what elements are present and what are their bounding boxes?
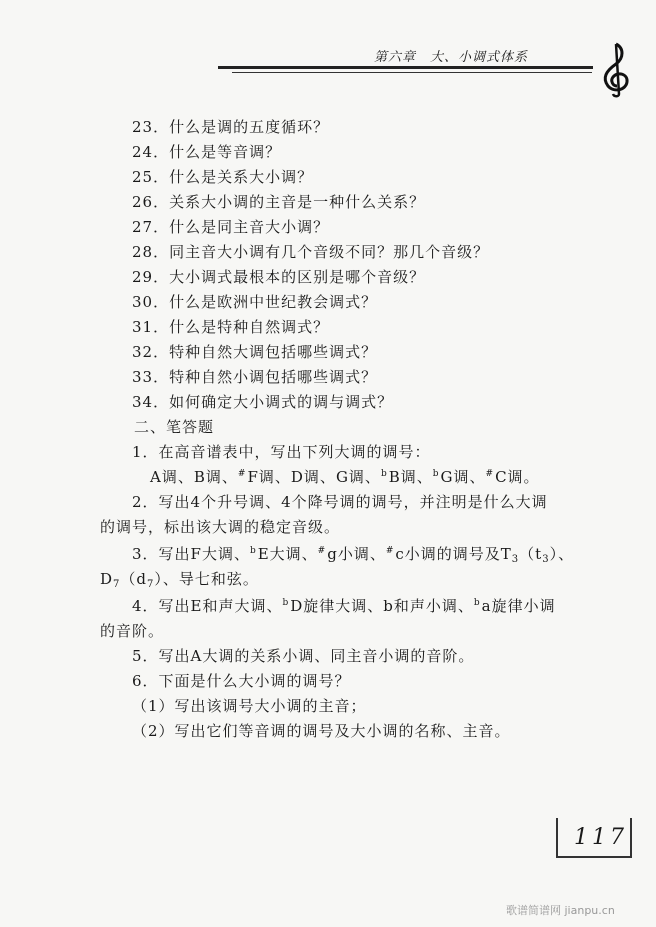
key-item: G调 — [335, 468, 365, 486]
page-number: 117 — [574, 825, 628, 850]
question-27: 27．什么是同主音大小调？ — [132, 218, 330, 236]
written-q2-line2: 的调号，标出该大调的稳定音级。 — [100, 518, 341, 536]
question-29: 29．大小调式最根本的区别是哪个音级？ — [132, 268, 426, 286]
question-34: 34．如何确定大小调式的调与调式？ — [132, 393, 394, 411]
key-list: A调、B调、#F调、D调、G调、$^b$B调、$^b$G调、#C调。 — [150, 468, 540, 486]
written-q6: 6．下面是什么大小调的调号？ — [132, 672, 351, 690]
question-25: 25．什么是关系大小调？ — [132, 168, 314, 186]
key-item: A调 — [150, 468, 178, 486]
header-rule — [218, 66, 593, 69]
written-q1: 1．在高音谱表中，写出下列大调的调号： — [132, 443, 431, 461]
watermark: 歌谱简谱网 jianpu.cn — [506, 904, 615, 917]
question-33: 33．特种自然小调包括哪些调式？ — [132, 368, 378, 386]
flat-sign: b — [432, 469, 440, 479]
sharp-sign: # — [317, 546, 327, 556]
key-item: B调 — [388, 468, 417, 486]
key-item: B调 — [193, 468, 222, 486]
flat-sign: b — [249, 546, 257, 556]
written-q4-line2: 的音阶。 — [100, 622, 165, 640]
written-q6-2: （2）写出它们等音调的调号及大小调的名称、主音。 — [132, 722, 511, 740]
written-q6-1: （1）写出该调号大小调的主音； — [132, 697, 367, 715]
key-item: D调 — [290, 468, 320, 486]
header-rule-thin — [232, 72, 592, 73]
chapter-title: 第六章 大、小调式体系 — [374, 50, 529, 65]
flat-sign: b — [282, 598, 290, 608]
sharp-sign: # — [485, 469, 495, 479]
sharp-sign: # — [237, 469, 247, 479]
question-30: 30．什么是欧洲中世纪教会调式？ — [132, 293, 378, 311]
written-q3-line1: 3．写出F大调、$^b$E大调、#g小调、#c小调的调号及$T_3(t_3)$、 — [132, 545, 575, 565]
treble-clef-icon — [594, 40, 640, 98]
written-q3-line2: $D_7(d_7)$、导七和弦。 — [100, 570, 259, 590]
question-24: 24．什么是等音调？ — [132, 143, 282, 161]
written-q2-line1: 2．写出4个升号调、4个降号调的调号，并注明是什么大调 — [132, 493, 548, 511]
written-q4-line1: 4．写出E和声大调、$^b$D旋律大调、b和声小调、$^b$a旋律小调 — [132, 597, 556, 615]
key-item: F调 — [247, 468, 275, 486]
key-item: G调 — [440, 468, 470, 486]
question-26: 26．关系大小调的主音是一种什么关系？ — [132, 193, 426, 211]
flat-sign: b — [380, 469, 388, 479]
question-28: 28．同主音大小调有几个音级不同？那几个音级？ — [132, 243, 490, 261]
written-q5: 5．写出A大调的关系小调、同主音小调的音阶。 — [132, 647, 475, 665]
key-item: C调 — [495, 468, 524, 486]
question-31: 31．什么是特种自然调式？ — [132, 318, 330, 336]
sharp-sign: # — [385, 546, 395, 556]
section-title: 二、笔答题 — [134, 418, 215, 436]
question-23: 23．什么是调的五度循环？ — [132, 118, 330, 136]
question-32: 32．特种自然大调包括哪些调式？ — [132, 343, 378, 361]
flat-sign: b — [473, 598, 481, 608]
